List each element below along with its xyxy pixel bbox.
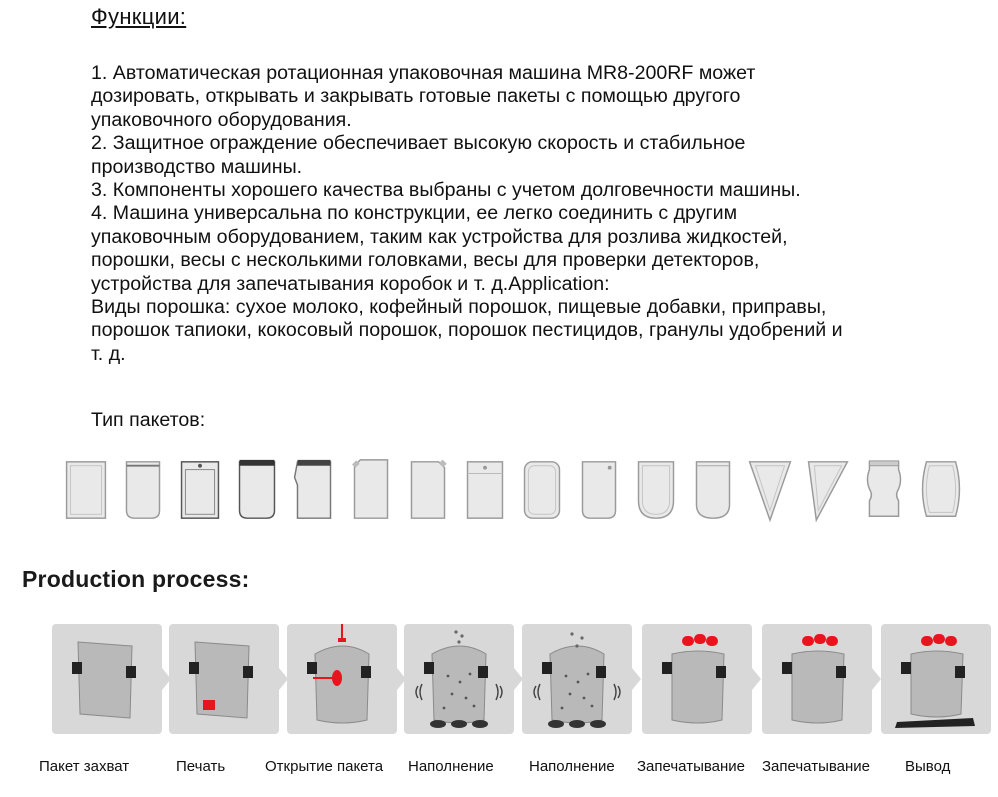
- corner-hole-pouch-icon: [574, 456, 624, 524]
- step-arrow: [872, 668, 881, 690]
- feature-line: 2. Защитное ограждение обеспечивает высокую скорость и стабильное: [91, 132, 746, 155]
- bag-types-label: Тип пакетов:: [91, 409, 206, 431]
- process-step: [642, 624, 752, 734]
- process-step-label: Наполнение: [408, 758, 494, 775]
- bag-opening-icon: [287, 624, 397, 734]
- process-step: [522, 624, 632, 734]
- step-arrow: [752, 668, 761, 690]
- round-corner-bag-icon: [517, 456, 567, 524]
- stand-up-pouch-icon: [118, 456, 168, 524]
- process-step: [881, 624, 991, 734]
- process-step-label: Печать: [176, 758, 226, 775]
- step-arrow: [632, 668, 641, 690]
- corner-spout-bag-icon: [403, 456, 453, 524]
- process-step: [287, 624, 397, 734]
- printing-icon: [169, 624, 279, 734]
- spout-corner-pouch-icon: [346, 456, 396, 524]
- triangle-right-bag-icon: [802, 456, 852, 524]
- feature-line: 1. Автоматическая ротационная упаковочная машина MR8-200RF может: [91, 62, 756, 84]
- shaped-zipper-pouch-icon: [859, 456, 909, 524]
- process-step-label: Вывод: [905, 758, 951, 775]
- bag-grab-icon: [52, 624, 162, 734]
- production-process-steps: [52, 624, 992, 734]
- feature-line: 3. Компоненты хорошего качества выбраны с учетом долговечности машины.: [91, 179, 801, 202]
- rounded-bottom-pouch-icon: [631, 456, 681, 524]
- flat-bag-icon: [61, 456, 111, 524]
- sealing-cooling-icon: [762, 624, 872, 734]
- process-step-label: Наполнение: [529, 758, 615, 775]
- filling-icon: [404, 624, 514, 734]
- black-top-gusset-bag-icon: [289, 456, 339, 524]
- feature-line: 4. Машина универсальна по конструкции, ее легко соединить с другим: [91, 202, 738, 225]
- process-step-label: Открытие пакета: [265, 758, 384, 775]
- feature-line: порошки, весы с несколькими головками, весы для проверки детекторов,: [91, 249, 760, 272]
- oval-pouch-icon: [916, 456, 966, 524]
- process-step-label: Запечатывание: [762, 758, 870, 775]
- feature-line: т. д.: [91, 342, 126, 365]
- hang-hole-bag-icon: [175, 456, 225, 524]
- output-icon: [881, 624, 991, 734]
- feature-line: устройства для запечатывания коробок и т. д.Application:: [91, 272, 610, 295]
- features-list: [91, 62, 971, 366]
- feature-line: упаковочного оборудования.: [91, 108, 352, 131]
- production-process-title: Production process:: [22, 566, 250, 592]
- bag-types-strip: [61, 456, 945, 526]
- process-step: [52, 624, 162, 734]
- feature-line: дозировать, открывать и закрывать готовые пакеты с помощью другого: [91, 85, 741, 108]
- process-step-label: Запечатывание: [637, 758, 745, 775]
- process-step-label: Пакет захват: [39, 758, 130, 775]
- rounded-stand-up-pouch-icon: [688, 456, 738, 524]
- feature-line: производство машины.: [91, 155, 303, 178]
- feature-line: упаковочным оборудованием, таким как устройства для розлива жидкостей,: [91, 225, 788, 248]
- filling-vibration-icon: [522, 624, 632, 734]
- hang-hole-pouch-icon: [460, 456, 510, 524]
- process-step: [762, 624, 872, 734]
- process-step: [404, 624, 514, 734]
- black-zipper-pouch-icon: [232, 456, 282, 524]
- sealing-icon: [642, 624, 752, 734]
- features-heading: Функции:: [91, 4, 187, 29]
- triangle-bag-icon: [745, 456, 795, 524]
- process-step: [169, 624, 279, 734]
- feature-line: порошок тапиоки, кокосовый порошок, порошок пестицидов, гранулы удобрений и: [91, 319, 843, 342]
- feature-line: Виды порошка: сухое молоко, кофейный порошок, пищевые добавки, приправы,: [91, 296, 827, 319]
